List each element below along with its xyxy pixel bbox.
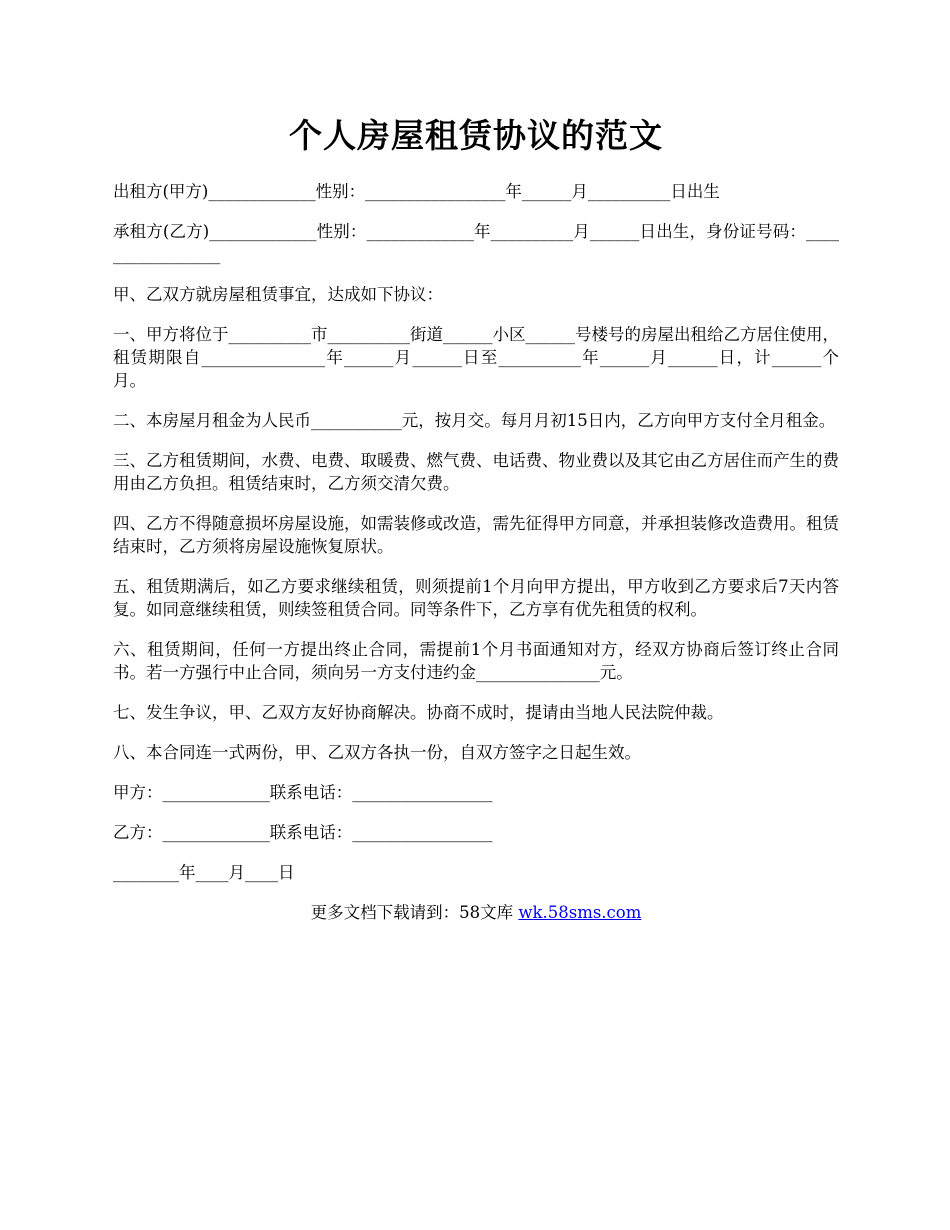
document-page	[113, 112, 839, 924]
date-line: ________年____月____日	[113, 863, 295, 882]
party-b-signature-line: 乙方：_____________联系电话：_________________	[113, 823, 493, 842]
clause-7: 七、发生争议，甲、乙双方友好协商解决。协商不成时，提请由当地人民法院仲裁。	[113, 703, 724, 722]
agreement-intro: 甲、乙双方就房屋租赁事宜，达成如下协议：	[113, 285, 443, 304]
party-a-signature-line: 甲方：_____________联系电话：_________________	[113, 783, 493, 802]
clause-3: 三、乙方租赁期间，水费、电费、取暖费、燃气费、电话费、物业费以及其它由乙方居住而产生的费用由乙方负担。租赁结束时，乙方须交清欠费。	[113, 451, 839, 493]
footer-link[interactable]: wk.58sms.com	[518, 903, 642, 922]
document-title: 个人房屋租赁协议的范文	[289, 116, 663, 155]
clause-8: 八、本合同连一式两份，甲、乙双方各执一份，自双方签字之日起生效。	[113, 743, 641, 762]
party-a-info: 出租方(甲方)_____________性别：_________________年______月__________日出生	[113, 182, 720, 201]
download-footer	[113, 901, 839, 924]
clause-4: 四、乙方不得随意损坏房屋设施，如需装修或改造，需先征得甲方同意，并承担装修改造费用。租赁结束时，乙方须将房屋设施恢复原状。	[113, 514, 839, 556]
clause-6: 六、租赁期间，任何一方提出终止合同，需提前1个月书面通知对方，经双方协商后签订终止合同书。若一方强行中止合同，须向另一方支付违约金_______________元。	[113, 640, 839, 682]
clause-2: 二、本房屋月租金为人民币___________元，按月交。每月月初15日内，乙方向甲方支付全月租金。	[113, 411, 836, 430]
clause-5: 五、租赁期满后，如乙方要求继续租赁，则须提前1个月向甲方提出，甲方收到乙方要求后7天内答复。如同意继续租赁，则续签租赁合同。同等条件下，乙方享有优先租赁的权利。	[113, 577, 839, 619]
party-b-info: 承租方(乙方)_____________性别：_____________年__________月______日出生，身份证号码：_________________	[113, 222, 839, 264]
clause-1: 一、甲方将位于__________市__________街道______小区______号楼号的房屋出租给乙方居住使用，租赁期限自_______________年______月______日至__________年______月______日，计______个月。	[113, 325, 839, 390]
footer-prefix: 更多文档下载请到：58文库	[310, 903, 519, 922]
